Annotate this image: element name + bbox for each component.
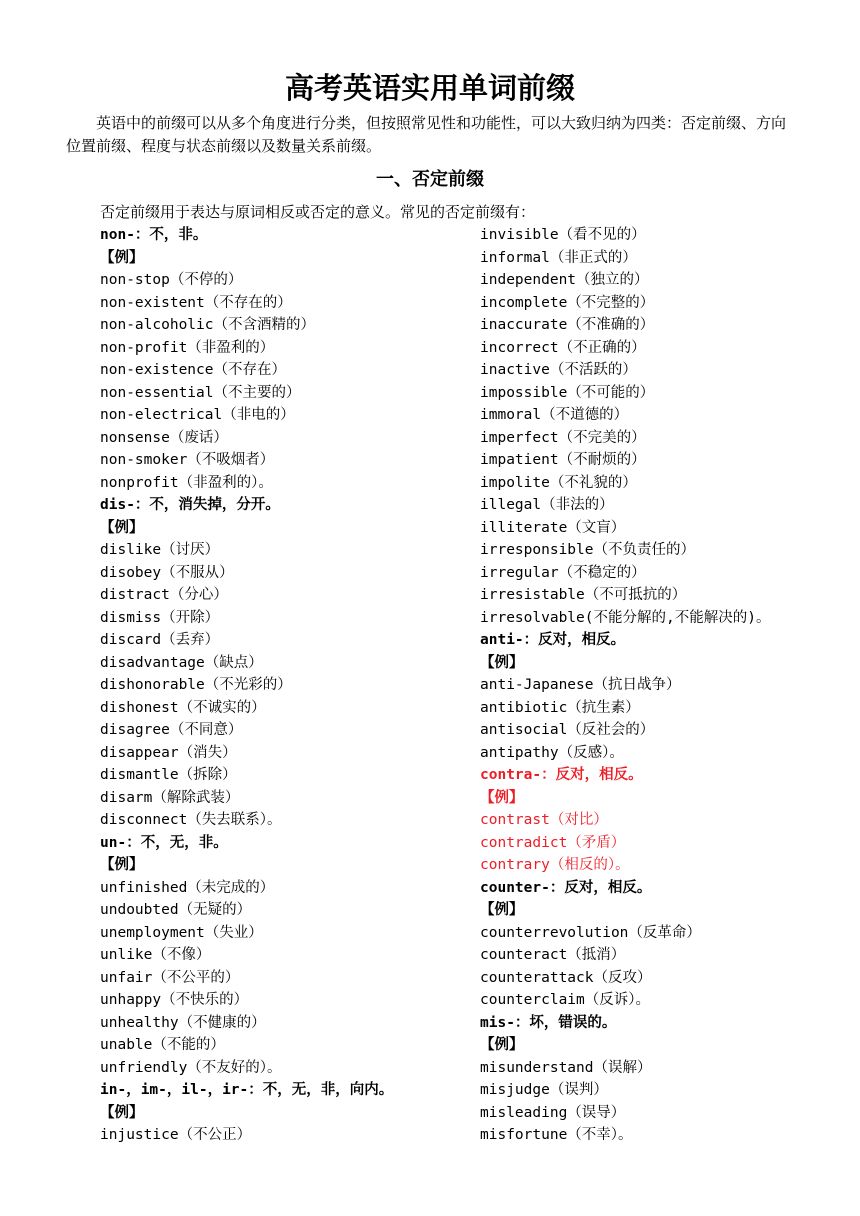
word-entry: imperfect（不完美的） bbox=[480, 429, 646, 446]
word-entry: irresolvable(不能分解的,不能解决的)。 bbox=[480, 609, 771, 626]
prefix-heading: dis-：不，消失掉，分开。 bbox=[100, 497, 280, 513]
word-entry: misjudge（误判） bbox=[480, 1082, 608, 1098]
word-entry: unhappy（不快乐的） bbox=[100, 992, 249, 1008]
example-label: 【例】 bbox=[100, 1104, 144, 1121]
word-entry: unlike（不像） bbox=[100, 947, 211, 963]
word-entry: disconnect（失去联系）。 bbox=[100, 812, 282, 828]
word-entry: inactive（不活跃的） bbox=[480, 362, 637, 378]
word-entry: immoral（不道德的） bbox=[480, 407, 629, 423]
word-entry: contrast（对比） bbox=[480, 812, 608, 828]
prefix-heading: in-，im-，il-，ir-：不，无，非，向内。 bbox=[100, 1082, 394, 1098]
word-entry: misleading（误导） bbox=[480, 1104, 626, 1121]
prefix-heading: un-：不，无，非。 bbox=[100, 834, 228, 851]
prefix-heading: non-：不，非。 bbox=[100, 227, 208, 243]
example-label: 【例】 bbox=[100, 519, 144, 536]
prefix-heading: mis-：坏，错误的。 bbox=[480, 1014, 617, 1031]
word-entry: unemployment（失业） bbox=[100, 924, 263, 941]
intro-paragraph: 英语中的前缀可以从多个角度进行分类，但按照常见性和功能性，可以大致归纳为四类：否定前缀、方向位置前缀、程度与状态前缀以及数量关系前缀。 bbox=[66, 114, 787, 155]
word-entry: non-electrical（非电的） bbox=[100, 407, 295, 423]
word-entry: irresistable（不可抵抗的） bbox=[480, 587, 687, 603]
word-entry: non-profit（非盈利的） bbox=[100, 339, 275, 356]
word-entry: incorrect（不正确的） bbox=[480, 339, 646, 356]
word-entry: illegal（非法的） bbox=[480, 497, 614, 513]
word-entry: unhealthy（不健康的） bbox=[100, 1014, 266, 1031]
word-entry: nonprofit（非盈利的）。 bbox=[100, 474, 273, 491]
word-entry: disobey（不服从） bbox=[100, 564, 234, 581]
word-entry: misfortune（不幸）。 bbox=[480, 1127, 633, 1143]
word-entry: contrary（相反的）。 bbox=[480, 857, 630, 873]
document-title: 高考英语实用单词前缀 bbox=[284, 71, 575, 105]
word-entry: non-smoker（不吸烟者） bbox=[100, 452, 275, 468]
word-entry: unable（不能的） bbox=[100, 1037, 225, 1053]
word-entry: impossible（不可能的） bbox=[480, 384, 655, 401]
word-entry: misunderstand（误解） bbox=[480, 1059, 652, 1076]
example-label: 【例】 bbox=[480, 1037, 524, 1053]
word-entry: unfinished（未完成的） bbox=[100, 879, 275, 896]
word-entry: counterattack（反攻） bbox=[480, 969, 652, 986]
example-label: 【例】 bbox=[480, 902, 524, 918]
word-entry: dislike（讨厌） bbox=[100, 542, 220, 558]
example-label: 【例】 bbox=[100, 249, 144, 266]
word-entry: injustice（不公正） bbox=[100, 1127, 252, 1143]
right-column bbox=[480, 224, 850, 1147]
example-label: 【例】 bbox=[480, 654, 524, 671]
word-entry: invisible（看不见的） bbox=[480, 227, 646, 243]
word-entry: undoubted（无疑的） bbox=[100, 902, 252, 918]
word-entry: unfriendly（不友好的）。 bbox=[100, 1059, 282, 1076]
prefix-heading: contra-：反对，相反。 bbox=[480, 767, 643, 783]
example-label: 【例】 bbox=[480, 789, 524, 806]
prefix-heading: counter-：反对，相反。 bbox=[480, 879, 652, 896]
word-entry: illiterate（文盲） bbox=[480, 519, 626, 536]
word-entry: dishonest（不诚实的） bbox=[100, 699, 266, 716]
word-entry: discard（丢弃） bbox=[100, 632, 220, 648]
word-entry: incomplete（不完整的） bbox=[480, 294, 655, 311]
word-entry: impolite（不礼貌的） bbox=[480, 474, 637, 491]
word-entry: disagree（不同意） bbox=[100, 722, 243, 738]
word-entry: non-stop（不停的） bbox=[100, 272, 243, 288]
section-heading: 一、否定前缀 bbox=[376, 169, 484, 190]
word-entry: disappear（消失） bbox=[100, 744, 237, 761]
word-entry: non-essential（不主要的） bbox=[100, 384, 301, 401]
word-entry: dismantle（拆除） bbox=[100, 767, 237, 783]
left-column bbox=[100, 224, 470, 1147]
word-entry: anti-Japanese（抗日战争） bbox=[480, 677, 681, 693]
word-entry: antipathy（反感）。 bbox=[480, 744, 624, 761]
word-entry: independent（独立的） bbox=[480, 272, 649, 288]
word-entry: dishonorable（不光彩的） bbox=[100, 677, 292, 693]
word-entry: non-existent（不存在的） bbox=[100, 294, 292, 311]
word-entry: counterclaim（反诉）。 bbox=[480, 992, 651, 1008]
example-label: 【例】 bbox=[100, 857, 144, 873]
word-entry: disadvantage（缺点） bbox=[100, 654, 263, 671]
word-entry: non-existence（不存在） bbox=[100, 362, 286, 378]
prefix-heading: anti-：反对，相反。 bbox=[480, 632, 626, 648]
section-intro: 否定前缀用于表达与原词相反或否定的意义。常见的否定前缀有： bbox=[100, 203, 536, 221]
word-entry: nonsense（废话） bbox=[100, 429, 228, 446]
word-entry: impatient（不耐烦的） bbox=[480, 452, 646, 468]
word-entry: distract（分心） bbox=[100, 587, 228, 603]
word-entry: counteract（抵消） bbox=[480, 947, 626, 963]
word-entry: dismiss（开除） bbox=[100, 609, 220, 626]
word-entry: antibiotic（抗生素） bbox=[480, 699, 640, 716]
word-entry: irregular（不稳定的） bbox=[480, 564, 646, 581]
word-entry: informal（非正式的） bbox=[480, 249, 637, 266]
word-entry: non-alcoholic（不含酒精的） bbox=[100, 317, 315, 333]
word-entry: unfair（不公平的） bbox=[100, 969, 240, 986]
word-entry: counterrevolution（反革命） bbox=[480, 924, 701, 941]
word-entry: irresponsible（不负责任的） bbox=[480, 542, 695, 558]
word-entry: antisocial（反社会的） bbox=[480, 722, 655, 738]
word-entry: inaccurate（不准确的） bbox=[480, 317, 655, 333]
word-entry: disarm（解除武装） bbox=[100, 789, 240, 806]
word-entry: contradict（矛盾） bbox=[480, 834, 626, 851]
